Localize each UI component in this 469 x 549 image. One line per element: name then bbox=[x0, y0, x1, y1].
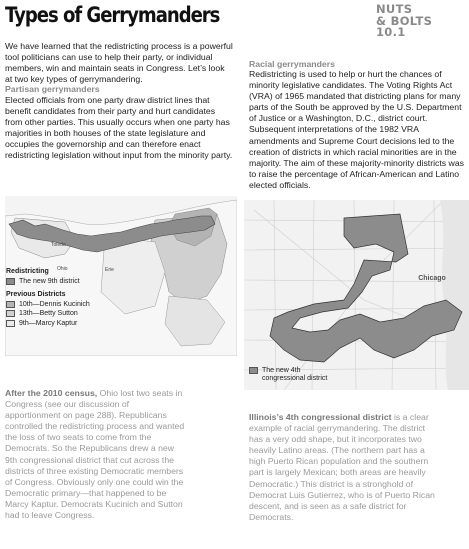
legend-swatch-new-4th bbox=[249, 367, 258, 374]
legend-label-new-9th: The new 9th district bbox=[19, 278, 80, 286]
racial-heading: Racial gerrymanders bbox=[249, 59, 335, 69]
legend-item-9th bbox=[6, 319, 90, 329]
legend-label-13th: 13th—Betty Sutton bbox=[19, 310, 78, 318]
legend-item-new-9th bbox=[6, 277, 90, 287]
erie-label: Erie bbox=[105, 267, 114, 273]
chicago-map-legend bbox=[249, 365, 327, 382]
legend-redistricting-heading: Redistricting bbox=[6, 268, 49, 275]
legend-item-13th bbox=[6, 309, 90, 319]
legend-item-new-4th bbox=[249, 365, 327, 375]
ohio-caption-lead: After the 2010 census, bbox=[5, 388, 98, 398]
illinois-caption-body: is a clear example of racial gerrymandering. The district has a very odd shape, but it incorporates two heavily Latino areas. (The northern part has a high Puerto Rican population and the southern part is largely Mexican; both areas are heavily Democratic.) This district is a stronghold of Democrat Luis Gutierrez, who is of Puerto Rican descent, and is seen as a safe district for Democrats. bbox=[249, 412, 435, 522]
legend-previous-heading: Previous Districts bbox=[6, 290, 66, 298]
legend-swatch-9th bbox=[6, 320, 15, 327]
nuts-line-2: & BOLTS bbox=[376, 13, 433, 28]
legend-item-10th bbox=[6, 300, 90, 310]
nuts-line-3: 10.1 bbox=[376, 25, 406, 39]
nuts-line-1: NUTS bbox=[376, 2, 413, 16]
nuts-and-bolts-badge bbox=[376, 4, 432, 39]
legend-swatch-new bbox=[6, 278, 15, 285]
chicago-label: Chicago bbox=[418, 275, 446, 282]
intro-paragraph: We have learned that the redistricting process is a powerful tool politicians can use to help their party, or individual members, win and maintain seats in Congress. Let’s look at two key types of gerrymandering. bbox=[5, 41, 233, 85]
ohio-caption bbox=[5, 388, 187, 521]
ohio-map-legend bbox=[6, 268, 90, 328]
legend-label-new-4th-line1: The new 4th bbox=[262, 366, 301, 374]
partisan-body: Elected officials from one party draw district lines that benefit candidates from their party and hurt candidates from other parties. This usually occurs when one party has majorities in both houses of the state legislature and occupies the governorship and can therefore enact redistricting legislation without input from the minority party. bbox=[5, 95, 233, 161]
legend-swatch-13th bbox=[6, 310, 15, 317]
legend-label-9th: 9th—Marcy Kaptur bbox=[19, 319, 78, 327]
illinois-caption-lead: Illinois’s 4th congressional district bbox=[249, 412, 392, 422]
legend-swatch-10th bbox=[6, 301, 15, 308]
toledo-label: Toledo bbox=[51, 242, 66, 248]
legend-label-new-4th-line2: congressional district bbox=[262, 375, 328, 382]
illinois-caption bbox=[249, 412, 437, 523]
partisan-heading: Partisan gerrymanders bbox=[5, 84, 100, 94]
legend-label-10th: 10th—Dennis Kucinich bbox=[19, 300, 90, 308]
ohio-label: Ohio bbox=[57, 266, 68, 272]
chicago-district-map bbox=[244, 200, 469, 390]
racial-body: Redistricting is used to help or hurt the chances of minority legislative candidates. The Voting Rights Act (VRA) of 1965 mandated that districting plans for many parts of the South be approved by the U.S. Department of Justice or a Washington, D.C., district court. Subsequent interpretations of the 1982 VRA amendments and Supreme Court decisions led to the creation of districts in which racial minorities are in the majority. The aim of these majority-minority districts was to raise the percentage of African-American and Latino elected officials. bbox=[249, 69, 464, 190]
page-title: Types of Gerrymanders bbox=[5, 3, 220, 27]
ohio-caption-body: Ohio lost two seats in Congress (see our discussion of apportionment on page 288). Republicans controlled the redistricting process and wanted the loss of two seats to come from the Democrats. So the Republicans drew a new 9th congressional district that cut across the districts of three existing Democratic members of Congress. Obviously only one could win the Democratic primary—that happened to be Marcy Kaptur. Democrats Kucinich and Sutton had to leave Congress. bbox=[5, 388, 185, 521]
